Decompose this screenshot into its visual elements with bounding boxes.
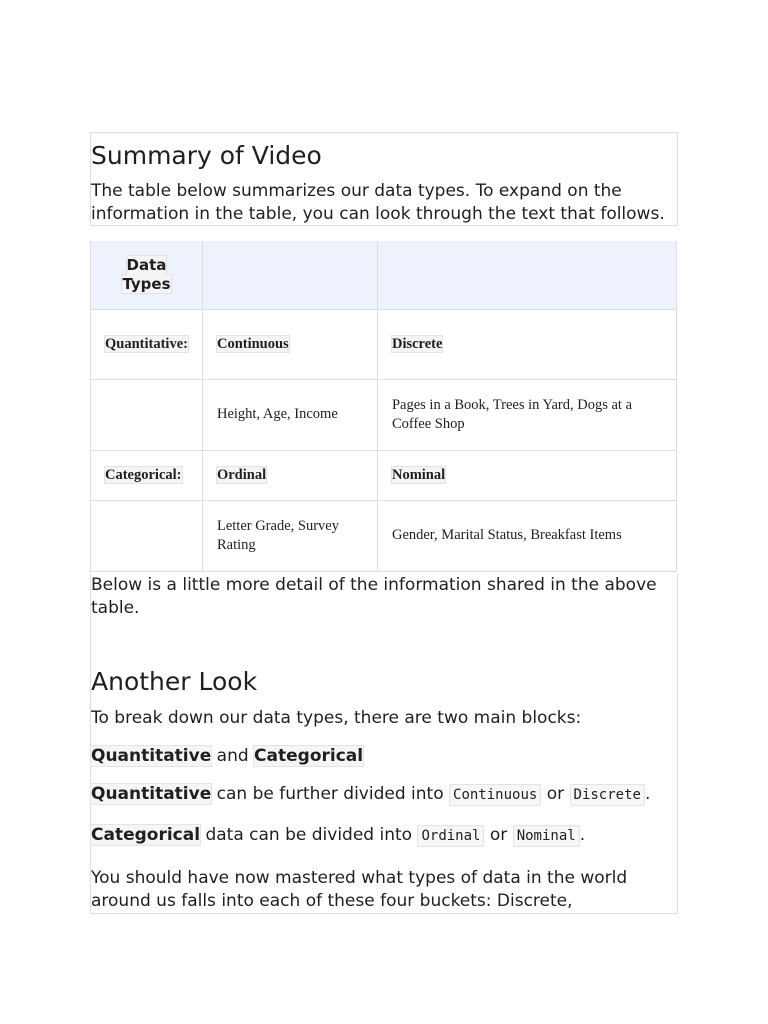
table-cell: Ordinal [202, 450, 377, 500]
table-cell: Nominal [377, 450, 676, 500]
another-look-title: Another Look [91, 667, 258, 696]
nominal-code: Nominal [513, 825, 580, 847]
table-row [91, 379, 677, 450]
mastered-paragraph: You should have now mastered what types of data in the world around us falls into each of these four buckets: Discrete, [91, 868, 628, 911]
intro-paragraph: The table below summarizes our data types. To expand on the information in the table, you can look through the text that follows. [91, 181, 665, 224]
data-types-table [90, 241, 677, 572]
quant-and-cat-line [91, 745, 363, 768]
table-cell: Continuous [202, 309, 377, 379]
table-cell: Height, Age, Income [202, 379, 377, 450]
header-cell [91, 241, 203, 309]
table-cell [91, 500, 203, 571]
or-text: or [546, 784, 565, 804]
table-row [91, 450, 677, 500]
table-row [91, 309, 677, 379]
header-cell-empty [202, 241, 377, 309]
summary-section [90, 132, 678, 226]
header-label: Data Types [122, 255, 171, 293]
table-cell [91, 379, 203, 450]
table-cell: Letter Grade, Survey Rating [202, 500, 377, 571]
continuous-code: Continuous [449, 784, 541, 806]
categorical-term: Categorical [254, 746, 364, 766]
table-row [91, 500, 677, 571]
categorical-line [91, 824, 585, 848]
quantitative-line [91, 783, 650, 807]
line-text: can be further divided into [216, 784, 444, 804]
below-paragraph: Below is a little more detail of the information shared in the above table. [91, 575, 657, 618]
detail-section [90, 574, 678, 914]
header-cell-empty [377, 241, 676, 309]
period: . [579, 825, 586, 845]
and-text: and [216, 746, 249, 766]
table-header-row [91, 241, 677, 309]
table-cell: Pages in a Book, Trees in Yard, Dogs at a Coffee Shop [377, 379, 676, 450]
ordinal-code: Ordinal [417, 825, 484, 847]
line-text: data can be divided into [205, 825, 413, 845]
table-cell: Gender, Marital Status, Breakfast Items [377, 500, 676, 571]
period: . [644, 784, 651, 804]
table-cell: Categorical: [91, 450, 203, 500]
breakdown-paragraph: To break down our data types, there are two main blocks: [91, 708, 582, 728]
quantitative-term: Quantitative [91, 746, 212, 766]
categorical-term: Categorical [91, 825, 201, 845]
table-cell: Quantitative: [91, 309, 203, 379]
quantitative-term: Quantitative [91, 784, 212, 804]
discrete-code: Discrete [570, 784, 645, 806]
section-title: Summary of Video [91, 141, 322, 170]
table-cell: Discrete [377, 309, 676, 379]
or-text: or [489, 825, 508, 845]
